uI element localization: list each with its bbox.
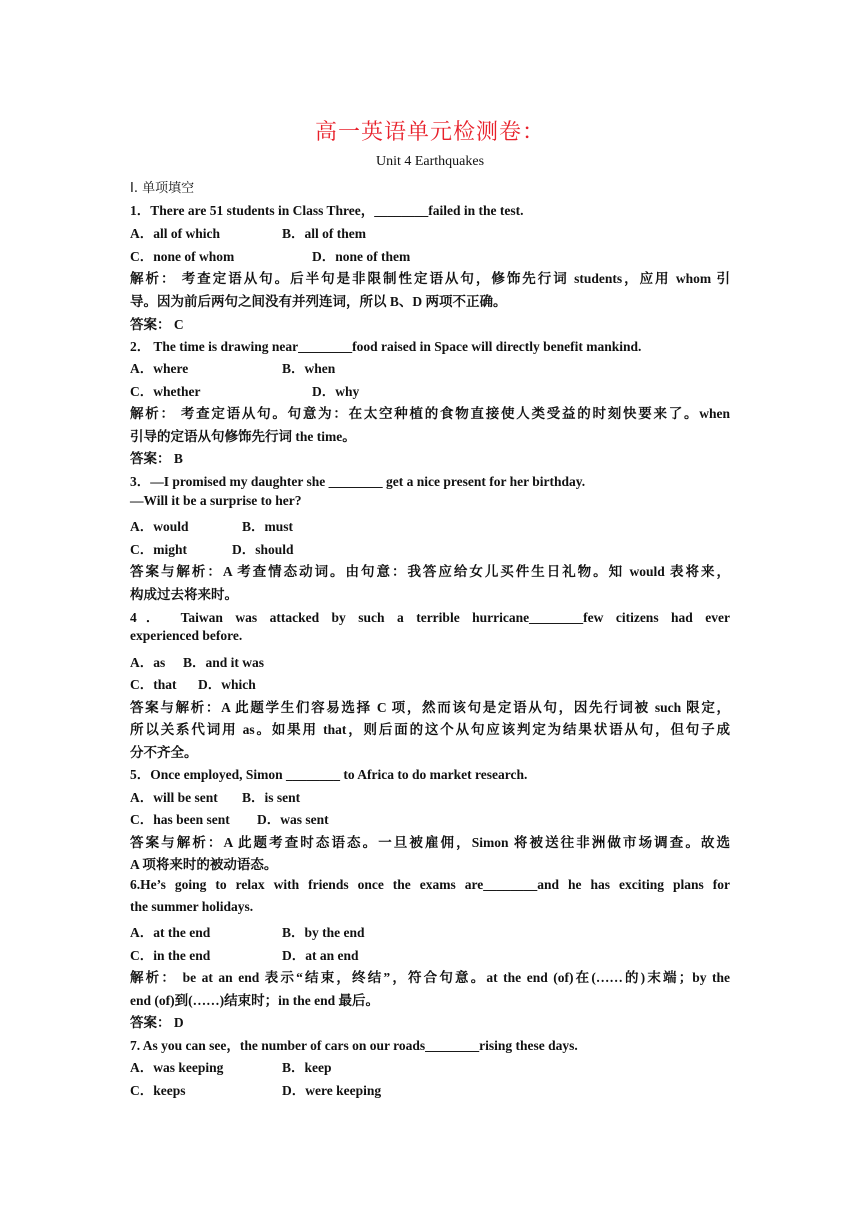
question-6-explanation-cont: end (of)到(……)结束时；in the end 最后。: [130, 993, 379, 1008]
unit-subtitle: Unit 4 Earthquakes: [375, 154, 485, 169]
question-4-stem-cont: experienced before.: [130, 628, 243, 643]
question-7-options-cd: [130, 1079, 730, 1099]
question-2-explanation-cont: 引导的定语从句修饰先行词 the time。: [130, 429, 356, 444]
option-c: C．whether: [130, 384, 201, 399]
option-b: B．keep: [282, 1060, 332, 1075]
question-4-explanation-end: 分不齐全。: [130, 745, 198, 760]
option-a: A．where: [130, 361, 189, 376]
question-6-stem-cont: the summer holidays.: [130, 899, 254, 914]
option-b: B．is sent: [242, 790, 301, 805]
question-1-options-ab: [130, 222, 730, 242]
option-b: B．when: [282, 361, 336, 376]
question-3-stem: 3．—I promised my daughter she ________ get a nice present for her birthday.: [130, 474, 586, 489]
option-a: A．at the end: [130, 925, 211, 940]
question-5-options-cd: [130, 808, 730, 828]
question-3-explanation: 答案与解析：A 考查情态动词。由句意：我答应给女儿买件生日礼物。知 would 表将来，: [130, 564, 730, 579]
question-2-explanation: 解析： 考查定语从句。句意为：在太空种植的食物直接使人类受益的时刻快要来了。when: [130, 406, 730, 421]
question-5-explanation-cont: A 项将来时的被动语态。: [130, 857, 278, 872]
option-d: D．should: [232, 542, 294, 557]
option-d: D．which: [198, 677, 256, 692]
option-a: A．would: [130, 519, 189, 534]
question-4-options-ab: [130, 651, 730, 671]
option-c: C．might: [130, 542, 187, 557]
option-b: B．and it was: [183, 655, 265, 670]
question-1-stem: 1．There are 51 students in Class Three，________failed in the test.: [130, 203, 524, 218]
question-1-options-cd: [130, 245, 730, 265]
question-7-stem: 7. As you can see，the number of cars on our roads________rising these days.: [130, 1038, 578, 1053]
option-c: C．in the end: [130, 948, 211, 963]
question-3-stem-cont: —Will it be a surprise to her?: [130, 493, 302, 508]
question-6-options-ab: [130, 921, 730, 941]
question-7-options-ab: [130, 1056, 730, 1076]
question-4-explanation: 答案与解析：A 此题学生们容易选择 C 项，然而该句是定语从句，因先行词被 such 限定，: [130, 700, 730, 715]
option-c: C．that: [130, 677, 177, 692]
option-c: C．none of whom: [130, 249, 235, 264]
question-2-options-cd: [130, 380, 730, 400]
option-b: B．all of them: [282, 226, 366, 241]
option-b: B．by the end: [282, 925, 365, 940]
question-4-options-cd: [130, 673, 730, 693]
question-1-explanation: 解析： 考查定语从句。后半句是非限制性定语从句，修饰先行词 students，应用 whom 引: [130, 271, 730, 286]
option-a: A．as: [130, 655, 166, 670]
document-title: 高一英语单元检测卷：: [314, 120, 545, 145]
question-6-answer: 答案： D: [130, 1015, 184, 1030]
question-6-explanation: 解析： be at an end 表示“结束，终结”，符合句意。at the end (of)在(……的)末端；by the: [130, 970, 730, 985]
option-c: C．keeps: [130, 1083, 186, 1098]
question-5-explanation: 答案与解析：A 此题考查时态语态。一旦被雇佣，Simon 将被送往非洲做市场调查。故选: [130, 835, 730, 850]
question-5-stem: 5．Once employed, Simon ________ to Africa to do market research.: [130, 767, 528, 782]
question-1-explanation-cont: 导。因为前后两句之间没有并列连词，所以 B、D 两项不正确。: [130, 294, 507, 309]
option-c: C．has been sent: [130, 812, 230, 827]
option-a: A．was keeping: [130, 1060, 224, 1075]
question-3-options-ab: [130, 515, 730, 535]
option-a: A．all of which: [130, 226, 221, 241]
option-a: A．will be sent: [130, 790, 218, 805]
option-d: D．were keeping: [282, 1083, 382, 1098]
question-5-options-ab: [130, 786, 730, 806]
question-2-answer: 答案： B: [130, 451, 183, 466]
question-2-options-ab: [130, 357, 730, 377]
option-d: D．none of them: [312, 249, 411, 264]
question-6-stem: 6.He’s going to relax with friends once the exams are________and he has exciting plans for: [130, 877, 730, 892]
question-3-explanation-cont: 构成过去将来时。: [130, 587, 238, 602]
question-3-options-cd: [130, 538, 730, 558]
option-b: B．must: [242, 519, 294, 534]
question-4-explanation-cont: 所以关系代词用 as。如果用 that，则后面的这个从句应该判定为结果状语从句，但句子成: [130, 722, 730, 737]
section-heading: I. 单项填空: [130, 181, 195, 196]
question-1-answer: 答案： C: [130, 317, 184, 332]
question-2-stem: 2． The time is drawing near________food raised in Space will directly benefit mankind.: [130, 339, 642, 354]
question-4-stem: 4． Taiwan was attacked by such a terrible hurricane________few citizens had ever: [130, 610, 730, 625]
question-6-options-cd: [130, 944, 730, 964]
option-d: D．was sent: [257, 812, 329, 827]
option-d: D．why: [312, 384, 360, 399]
option-d: D．at an end: [282, 948, 359, 963]
